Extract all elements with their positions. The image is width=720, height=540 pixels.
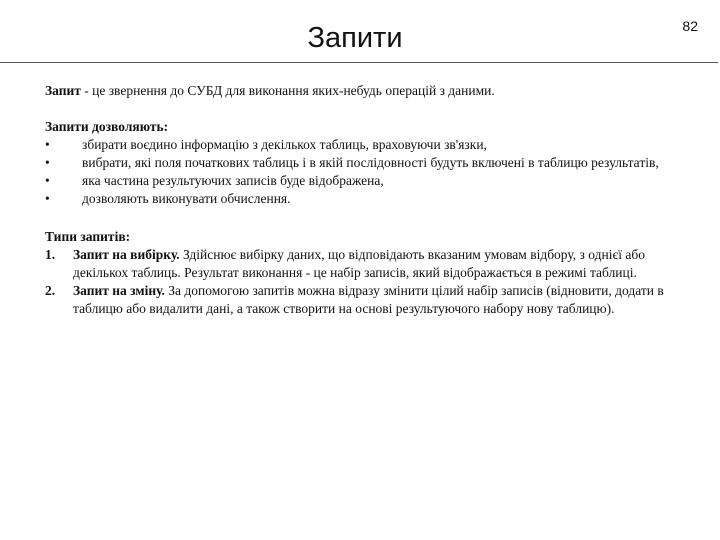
list-item-text: вибрати, які поля початкових таблиць і в якій послідовності будуть включені в таблицю результатів, xyxy=(82,155,659,170)
list-item xyxy=(45,172,685,190)
spacer xyxy=(45,208,685,228)
list-item-text: яка частина результуючих записів буде відображена, xyxy=(82,173,384,188)
query-type-name: Запит на вибірку. xyxy=(73,247,180,262)
list-item xyxy=(45,282,685,318)
bullet-icon: • xyxy=(45,155,50,170)
definition-term: Запит xyxy=(45,83,81,98)
page-number: 82 xyxy=(682,18,698,34)
list-item xyxy=(45,154,685,172)
bullet-icon: • xyxy=(45,137,50,152)
types-heading: Типи запитів: xyxy=(45,229,131,244)
slide-title: Запити xyxy=(307,22,403,54)
bullet-icon: • xyxy=(45,191,50,206)
slide-content xyxy=(45,82,685,318)
query-type-text: За допомогою запитів можна відразу змінити цілий набір записів (відновити, додати в таблицю або видалити дані, а також створити на основі результуючого набору нову таблицю). xyxy=(73,283,664,316)
allows-list xyxy=(45,136,685,208)
types-list xyxy=(45,246,685,318)
spacer xyxy=(45,100,685,118)
list-item xyxy=(45,136,685,154)
definition-text: - це звернення до СУБД для виконання яких-небудь операцій з даними. xyxy=(80,83,495,98)
list-item xyxy=(45,190,685,208)
query-type-name: Запит на зміну. xyxy=(73,283,165,298)
list-item-text: збирати воєдино інформацію з декількох таблиць, враховуючи зв'язки, xyxy=(82,137,487,152)
item-number: 2. xyxy=(45,283,56,298)
bullet-icon: • xyxy=(45,173,50,188)
allows-heading: Запити дозволяють: xyxy=(45,119,169,134)
list-item xyxy=(45,246,685,282)
title-divider xyxy=(0,62,718,63)
definition-paragraph xyxy=(45,82,685,100)
query-type-text: Здійснює вибірку даних, що відповідають вказаним умовам відбору, з однієї або декількох таблиць. Результат виконання - це набір записів, який відображається в режимі таблиці. xyxy=(73,247,645,280)
item-number: 1. xyxy=(45,247,56,262)
list-item-text: дозволяють виконувати обчислення. xyxy=(82,191,291,206)
